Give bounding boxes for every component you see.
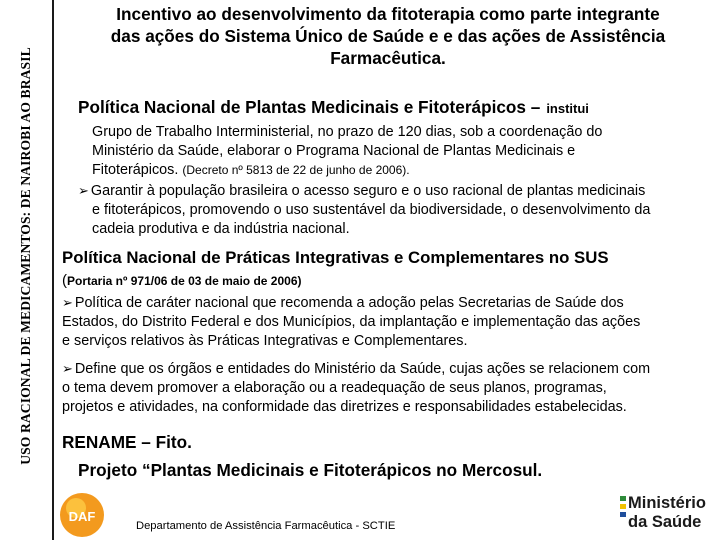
pnpm-paragraph [92, 123, 716, 180]
rename-heading: RENAME – Fito. [62, 432, 192, 452]
arrow-bullet-icon: ➢ [62, 295, 73, 310]
pnpic-bullet-1 [62, 293, 718, 351]
p2-line: cadeia produtiva e da indústria nacional. [92, 221, 350, 237]
p3-line [62, 293, 718, 313]
arrow-bullet-icon: ➢ [78, 183, 89, 198]
p1-line: Ministério da Saúde, elaborar o Programa Nacional de Plantas Medicinais e [92, 143, 576, 159]
p1-line: Grupo de Trabalho Interministerial, no prazo de 120 dias, sob a coordenação do [92, 124, 603, 140]
p4-line1: Define que os órgãos e entidades do Ministério da Saúde, cujas ações se relacionem com [74, 361, 651, 377]
p3-line1: Política de caráter nacional que recomenda a adoção pelas Secretarias de Saúde dos [74, 295, 624, 311]
headline-line: Incentivo ao desenvolvimento da fitoterapia como parte integrante [116, 4, 660, 24]
footer-department: Departamento de Assistência Farmacêutica - SCTIE [136, 520, 396, 532]
pnpm-title: Política Nacional de Plantas Medicinais e Fitoterápicos – [78, 97, 541, 117]
p4-line: o tema devem promover a elaboração ou a readequação de seus planos, programas, [62, 380, 607, 396]
p2-line1: Garantir à população brasileira o acesso seguro e o uso racional de plantas medicinais [90, 183, 646, 199]
p4-line: projetos e atividades, na conformidade das diretrizes e responsabilidades estabelecidas. [62, 399, 627, 415]
daf-logo-text: DAF [68, 509, 96, 524]
side-banner [0, 0, 54, 540]
p4-line [62, 359, 718, 379]
ministerio-saude-logo [620, 494, 720, 540]
side-title: USO RACIONAL DE MEDICAMENTOS: DE NAIROBI AO BRASIL [18, 47, 33, 465]
ms-logo-line1: Ministério [628, 494, 706, 512]
ms-logo-stripes [620, 496, 626, 536]
p1-line3: Fitoterápicos. [92, 162, 179, 178]
portaria-text: Portaria nº 971/06 de 03 de maio de 2006) [67, 274, 302, 288]
projeto-heading: Projeto “Plantas Medicinais e Fitoterápicos no Mercosul. [78, 460, 543, 480]
decree-ref: (Decreto nº 5813 de 22 de junho de 2006). [182, 163, 410, 177]
p2-line [78, 181, 718, 201]
ms-stripe-yellow [620, 504, 626, 509]
pnpm-bullet [78, 181, 718, 239]
pnpm-heading [78, 97, 718, 118]
daf-logo [56, 488, 108, 540]
pnpic-bullet-2 [62, 359, 718, 417]
headline-line: das ações do Sistema Único de Saúde e e das ações de Assistência [110, 26, 666, 46]
headline-line: Farmacêutica. [330, 48, 446, 68]
ms-logo-line2: da Saúde [628, 513, 702, 531]
ms-stripe-green [620, 496, 626, 501]
p3-line: Estados, do Distrito Federal e dos Municípios, da implantação e implementação das ações [62, 314, 641, 330]
arrow-bullet-icon: ➢ [62, 361, 73, 376]
pnpic-heading: Política Nacional de Práticas Integrativas e Complementares no SUS [62, 248, 609, 267]
pnpm-suffix: institui [546, 101, 589, 116]
headline [60, 3, 716, 69]
open-paren: ( [62, 272, 67, 289]
portaria-ref [62, 272, 302, 289]
p3-line: e serviços relativos às Práticas Integrativas e Complementares. [62, 333, 468, 349]
ms-stripe-blue [620, 512, 626, 517]
p2-line: e fitoterápicos, promovendo o uso sustentável da biodiversidade, o desenvolvimento da [92, 202, 651, 218]
side-divider [52, 0, 54, 540]
p1-line [92, 161, 716, 180]
